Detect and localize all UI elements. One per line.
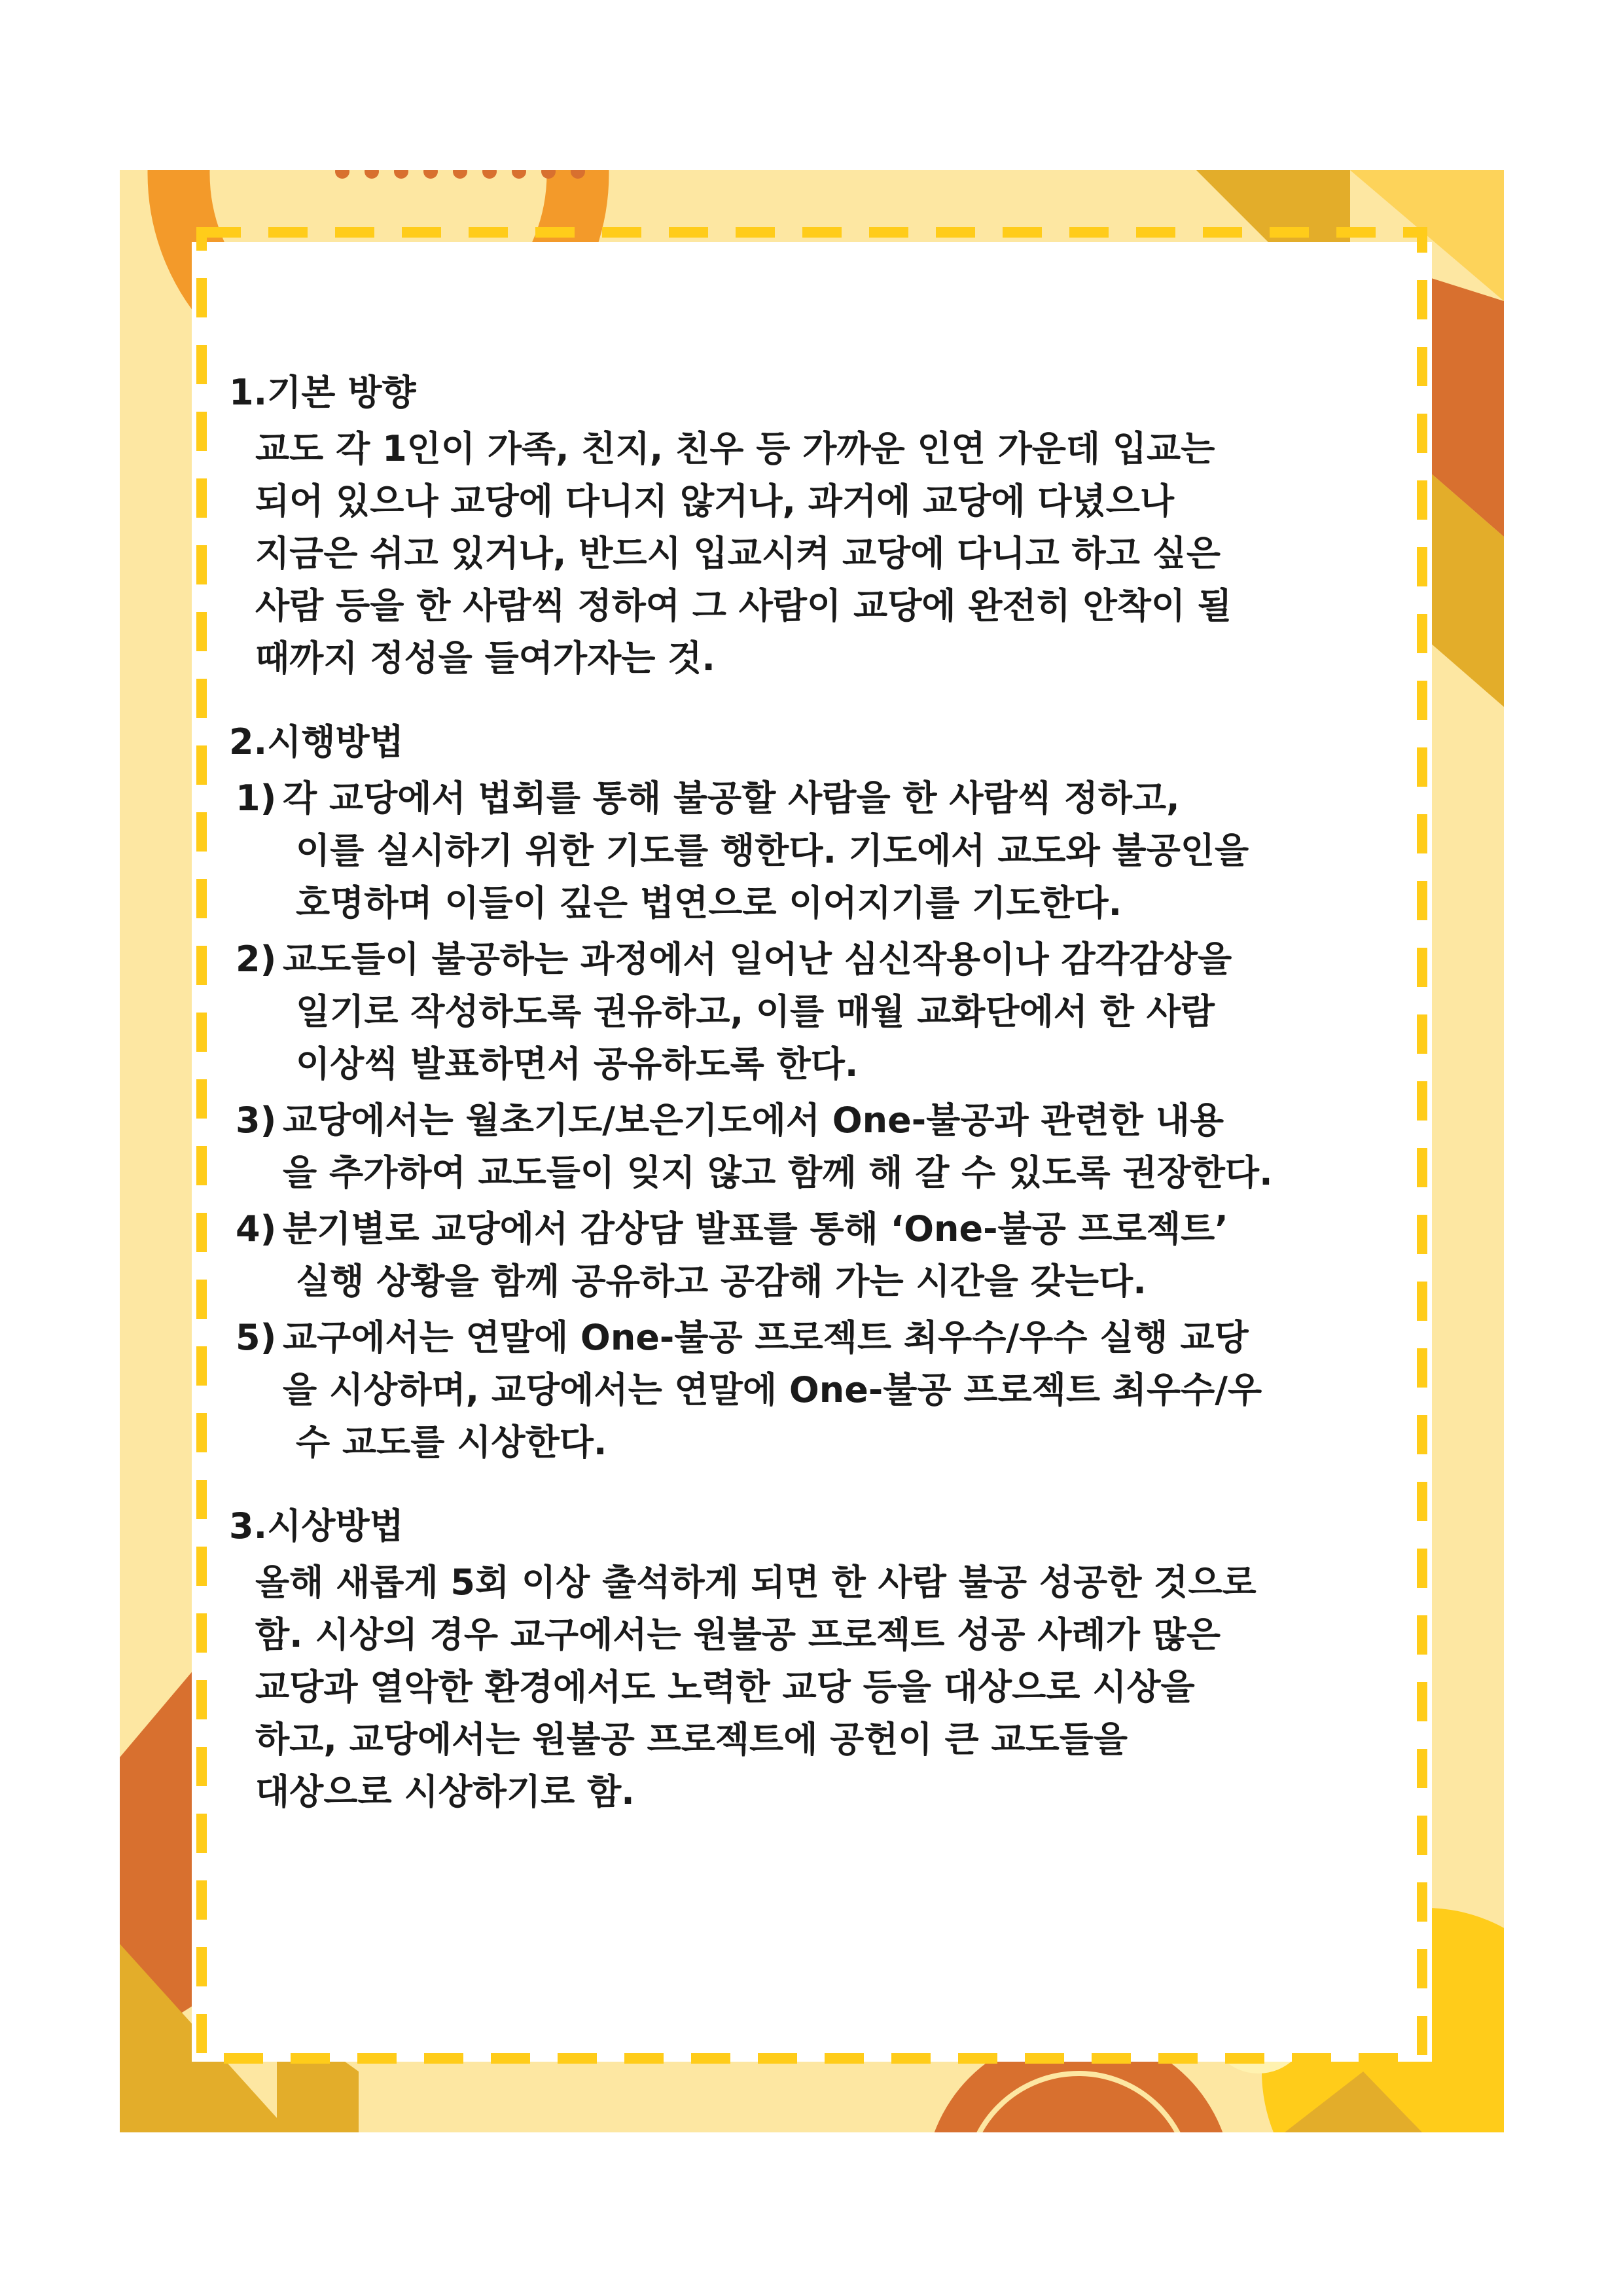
text-line: 교도들이 불공하는 과정에서 일어난 심신작용이나 감각감상을 [283, 939, 1232, 980]
text-line: 교도 각 1인이 가족, 친지, 친우 등 가까운 인연 가운데 입교는 [255, 428, 1215, 469]
section-award-method [229, 1500, 1394, 1818]
text-line: 이상씩 발표하면서 공유하도록 한다. [296, 1043, 859, 1085]
text-line: 일기로 작성하도록 권유하고, 이를 매월 교화단에서 한 사람 [296, 991, 1215, 1032]
list-item [236, 772, 1394, 929]
text-line: 수 교도를 시상한다. [296, 1422, 607, 1463]
text-line: 을 시상하며, 교당에서는 연말에 One-불공 프로젝트 최우수/우 [283, 1369, 1262, 1410]
section-basic-direction [229, 367, 1394, 685]
text-line: 되어 있으나 교당에 다니지 않거나, 과거에 교당에 다녔으나 [255, 480, 1175, 522]
text-line: 교구에서는 연말에 One-불공 프로젝트 최우수/우수 실행 교당 [283, 1317, 1249, 1358]
text-line: 교당과 열악한 환경에서도 노력한 교당 등을 대상으로 시상을 [255, 1666, 1195, 1708]
text-line: 교당에서는 월초기도/보은기도에서 One-불공과 관련한 내용 [283, 1100, 1224, 1141]
text-line: 호명하며 이들이 깊은 법연으로 이어지기를 기도한다. [296, 882, 1122, 924]
dot-row-shape [335, 170, 585, 179]
item-number: 2) [236, 939, 277, 980]
text-line: 대상으로 시상하기로 함. [255, 1771, 635, 1812]
list-item [236, 1203, 1394, 1308]
item-number: 4) [236, 1208, 277, 1249]
item-number: 1) [236, 778, 277, 819]
text-line: 올해 새롭게 5회 이상 출석하게 되면 한 사람 불공 성공한 것으로 [255, 1562, 1257, 1603]
list-item [236, 1094, 1394, 1199]
text-line: 지금은 쉬고 있거나, 반드시 입교시켜 교당에 다니고 하고 싶은 [255, 533, 1221, 574]
text-line: 때까지 정성을 들여가자는 것. [255, 637, 715, 679]
text-line: 이를 실시하기 위한 기도를 행한다. 기도에서 교도와 불공인을 [296, 830, 1249, 871]
section-heading: 3.시상방법 [229, 1505, 404, 1547]
item-number: 3) [236, 1100, 277, 1141]
item-number: 5) [236, 1317, 277, 1358]
text-line: 각 교당에서 법회를 통해 불공할 사람을 한 사람씩 정하고, [283, 778, 1180, 819]
text-line: 을 추가하여 교도들이 잊지 않고 함께 해 갈 수 있도록 권장한다. [283, 1152, 1273, 1193]
section-paragraph [255, 1556, 1394, 1818]
text-line: 함. 시상의 경우 교구에서는 원불공 프로젝트 성공 사례가 많은 [255, 1614, 1221, 1655]
text-line: 하고, 교당에서는 원불공 프로젝트에 공헌이 큰 교도들을 [255, 1719, 1128, 1760]
list-item [236, 1312, 1394, 1469]
section-heading: 2.시행방법 [229, 721, 404, 762]
text-line: 실행 상황을 함께 공유하고 공감해 가는 시간을 갖는다. [296, 1261, 1147, 1302]
text-line: 사람 등을 한 사람씩 정하여 그 사람이 교당에 완전히 안착이 될 [255, 585, 1232, 626]
section-heading: 1.기본 방향 [229, 372, 416, 413]
text-line: 분기별로 교당에서 감상담 발표를 통해 ‘One-불공 프로젝트’ [283, 1208, 1228, 1249]
section-paragraph [255, 423, 1394, 685]
list-item [236, 933, 1394, 1090]
section-implementation [229, 716, 1394, 1469]
document-body [229, 367, 1394, 1818]
